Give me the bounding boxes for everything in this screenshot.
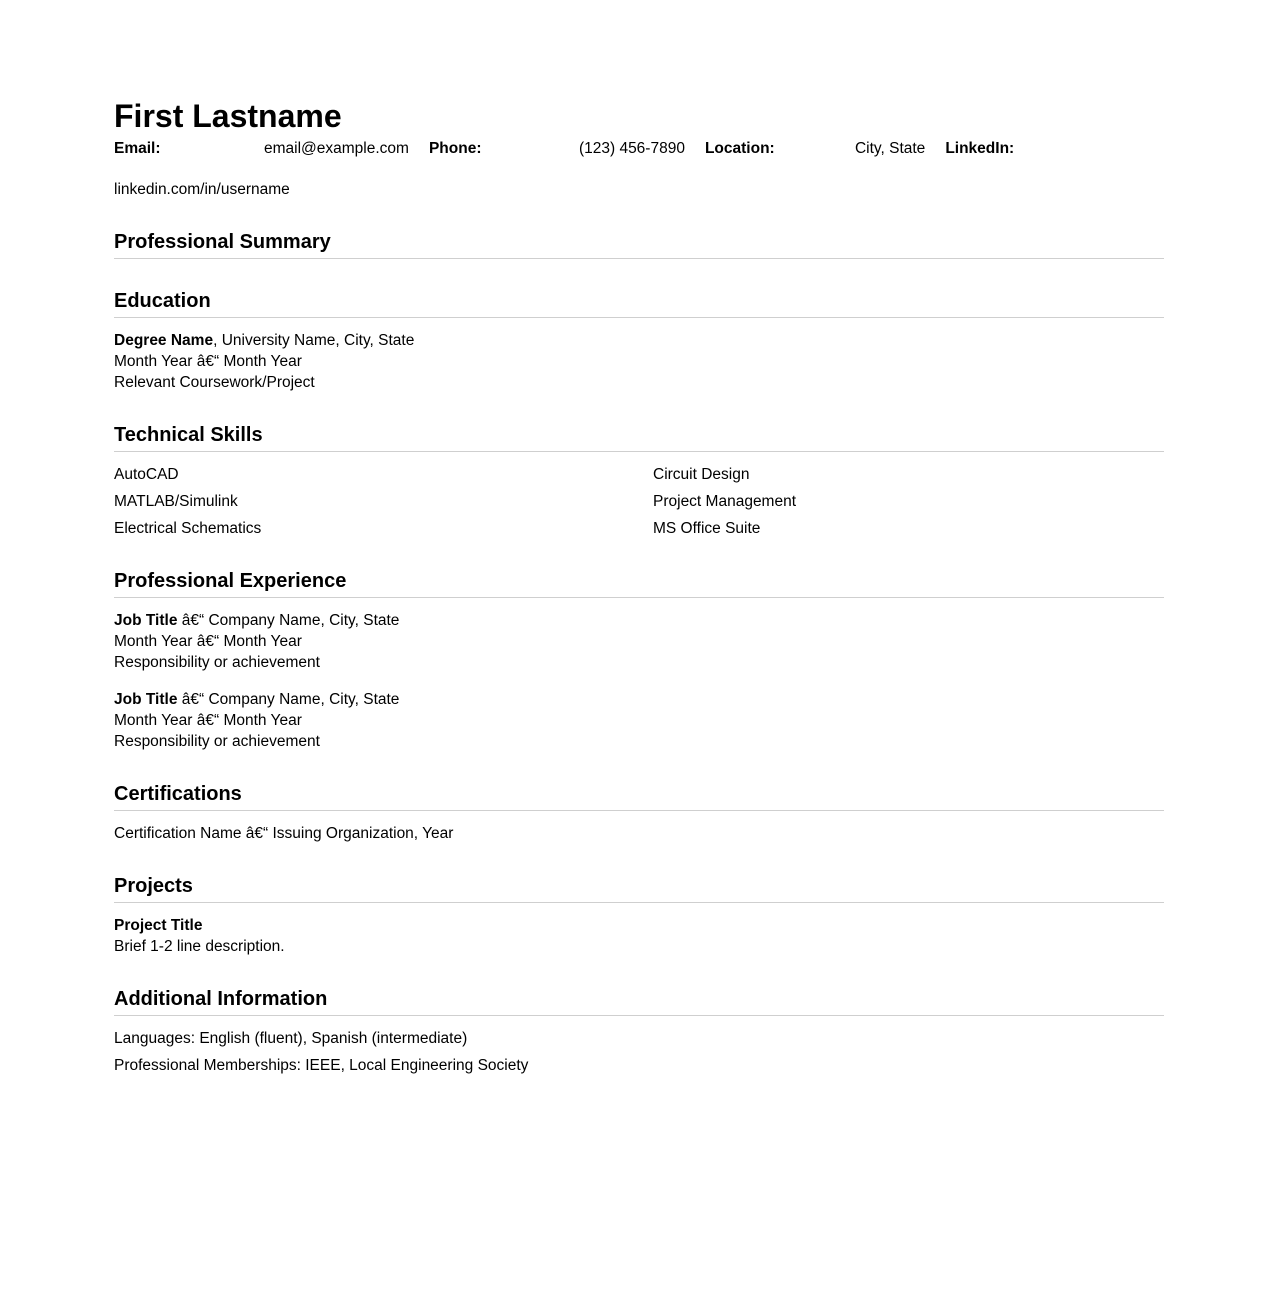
company: â€“ Company Name, City, State: [177, 691, 400, 708]
section-skills: [114, 423, 1164, 539]
section-heading: Projects: [114, 874, 1164, 903]
section-heading: Technical Skills: [114, 423, 1164, 452]
job-title: Job Title: [114, 612, 178, 629]
section-heading: Education: [114, 289, 1164, 318]
section-heading: Additional Information: [114, 987, 1164, 1016]
section-certifications: [114, 782, 1164, 844]
company: â€“ Company Name, City, State: [177, 612, 400, 629]
linkedin-value: linkedin.com/in/username: [114, 181, 290, 198]
location-label: Location:: [704, 140, 775, 157]
location-value: City, State: [854, 140, 926, 157]
candidate-name: First Lastname: [114, 98, 342, 134]
job-entry: [114, 610, 1164, 673]
email-label: Email:: [114, 140, 161, 157]
project-title: Project Title: [114, 917, 203, 934]
project-description: Brief 1-2 line description.: [114, 938, 285, 955]
school: , University Name, City, State: [213, 332, 415, 349]
skill-item: Project Management: [653, 493, 797, 510]
job-detail: Responsibility or achievement: [114, 654, 320, 671]
job-title: Job Title: [114, 691, 178, 708]
additional-item: Professional Memberships: IEEE, Local Engineering Society: [114, 1057, 529, 1074]
job-dates: Month Year â€“ Month Year: [114, 633, 302, 650]
degree-name: Degree Name: [114, 332, 214, 349]
phone-label: Phone:: [428, 140, 482, 157]
section-heading: Certifications: [114, 782, 1164, 811]
skill-item: Electrical Schematics: [114, 520, 262, 537]
phone-value: (123) 456-7890: [578, 140, 685, 157]
coursework: Relevant Coursework/Project: [114, 374, 315, 391]
section-projects: [114, 874, 1164, 957]
certification-item: Certification Name â€“ Issuing Organization, Year: [114, 825, 454, 842]
section-additional: [114, 987, 1164, 1076]
contact-info: [114, 138, 1164, 200]
linkedin-label: LinkedIn:: [945, 140, 1015, 157]
education-dates: Month Year â€“ Month Year: [114, 353, 302, 370]
degree-line: [114, 330, 1164, 351]
skill-item: MS Office Suite: [653, 520, 761, 537]
resume: [114, 97, 1164, 1076]
skill-item: Circuit Design: [653, 466, 750, 483]
skill-item: MATLAB/Simulink: [114, 493, 238, 510]
skill-item: AutoCAD: [114, 466, 179, 483]
section-heading: Professional Summary: [114, 230, 1164, 259]
section-experience: [114, 569, 1164, 752]
job-detail: Responsibility or achievement: [114, 733, 320, 750]
additional-item: Languages: English (fluent), Spanish (intermediate): [114, 1030, 468, 1047]
section-heading: Professional Experience: [114, 569, 1164, 598]
section-education: [114, 289, 1164, 393]
job-entry: [114, 689, 1164, 752]
job-dates: Month Year â€“ Month Year: [114, 712, 302, 729]
email-value: email@example.com: [264, 140, 409, 157]
section-summary: [114, 230, 1164, 259]
